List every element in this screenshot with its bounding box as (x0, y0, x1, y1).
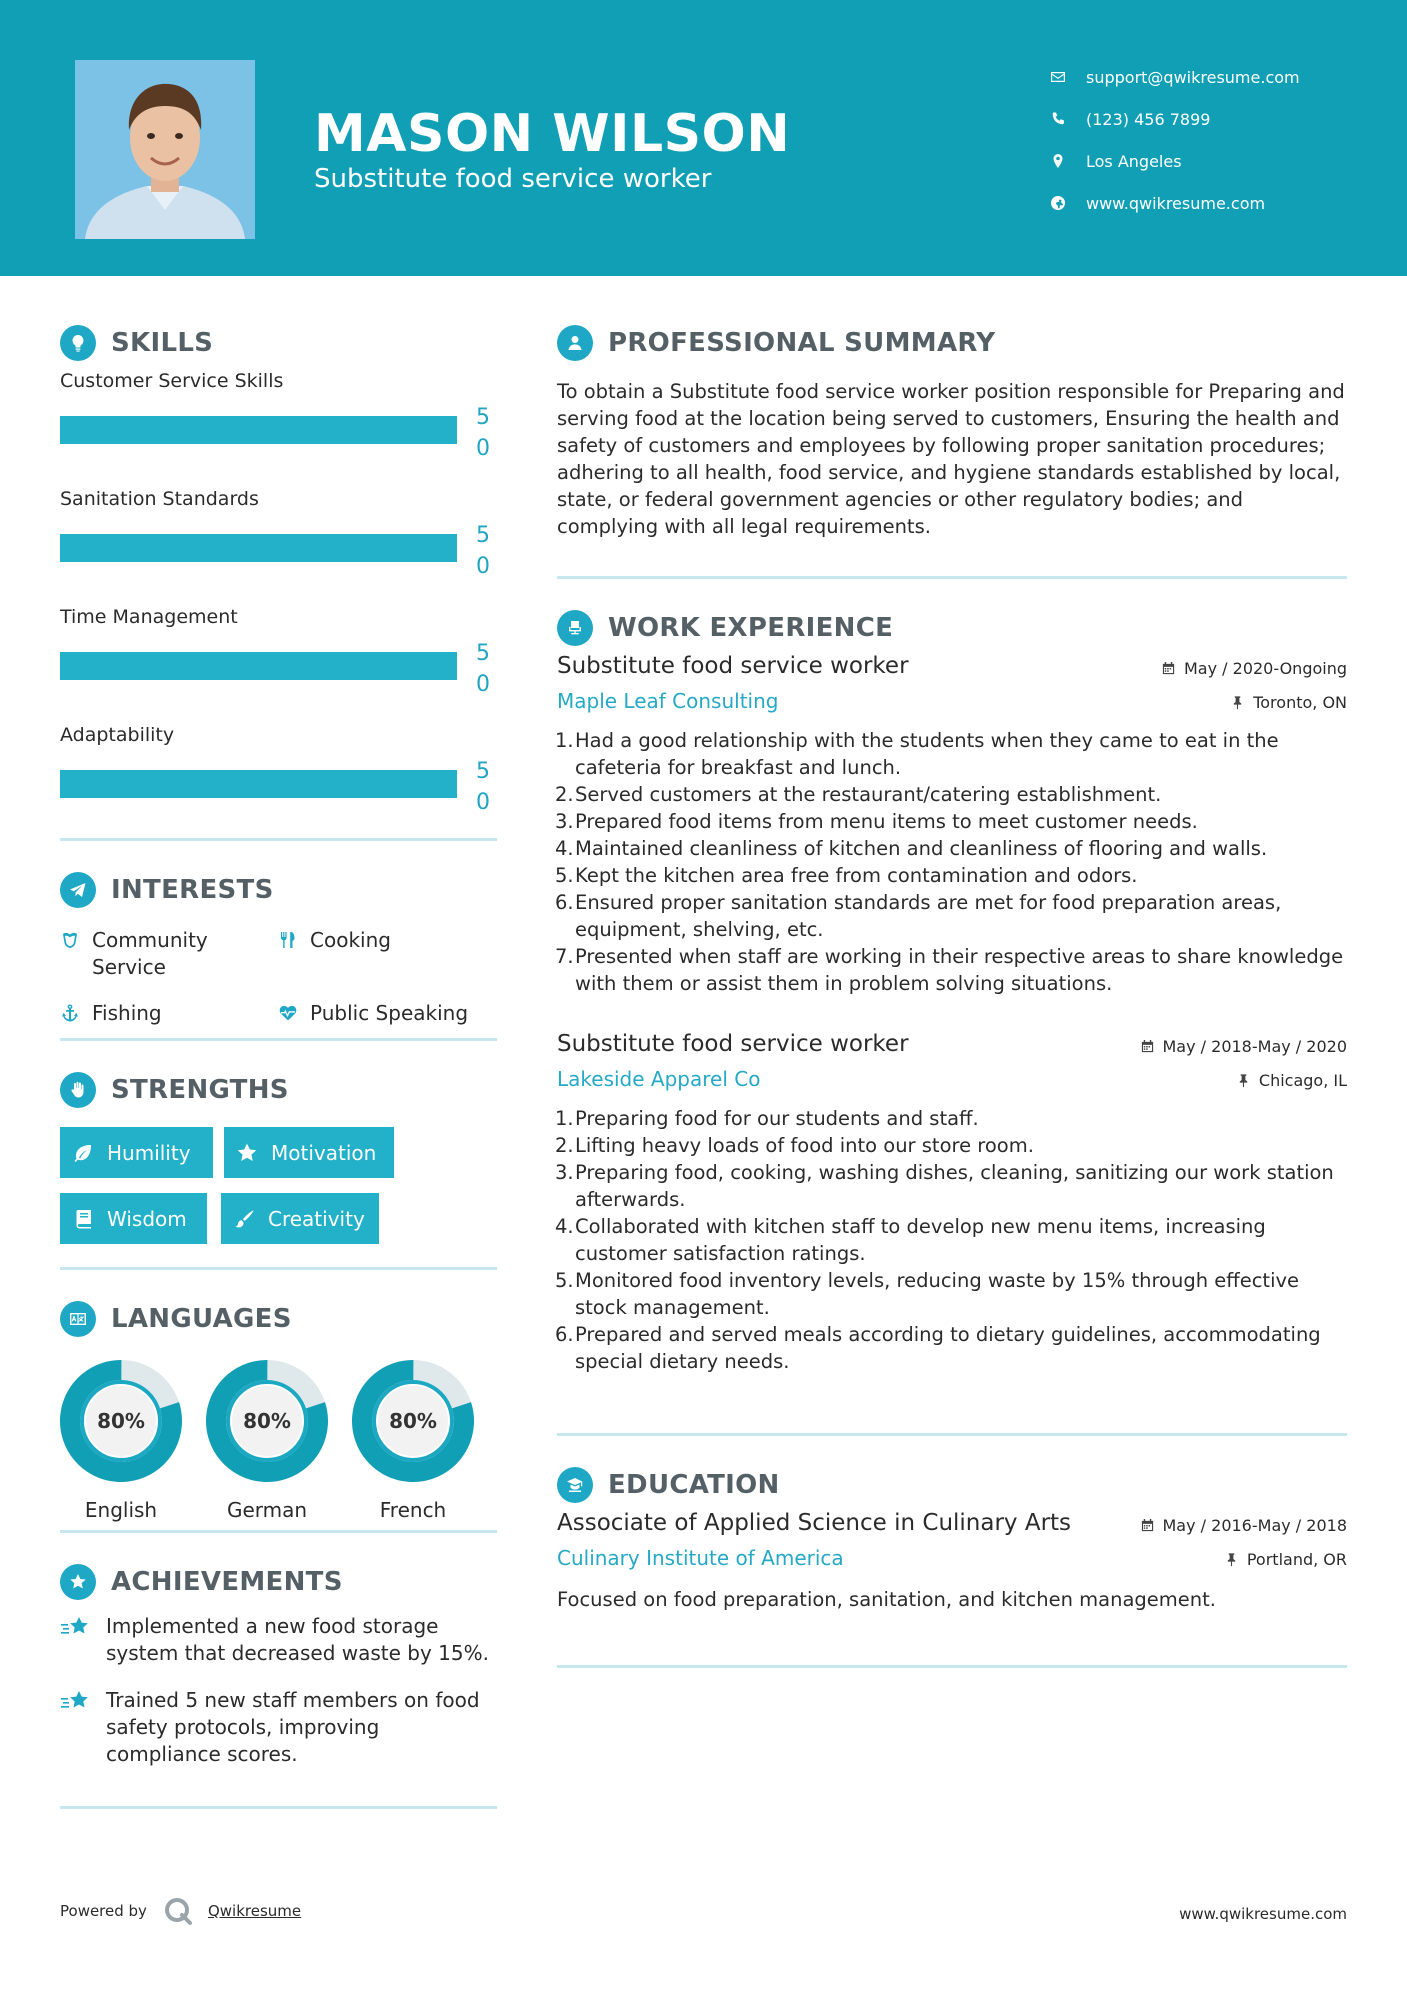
skill-item (60, 602, 497, 720)
contact-phone[interactable] (1050, 98, 1300, 140)
qwikresume-logo-icon (163, 1896, 193, 1926)
job-entry (557, 653, 1347, 997)
list-item: 4. Collaborated with kitchen staff to develop new menu items, increasing customer satisfaction ratings. (555, 1215, 1266, 1265)
job-title: Substitute food service worker (557, 653, 909, 679)
interests-heading: INTERESTS (111, 875, 274, 905)
skill-bar (60, 770, 457, 798)
language-name: German (226, 1498, 308, 1522)
strengths-list (60, 1127, 497, 1267)
list-item: 1. Had a good relationship with the students when they came to eat in the cafeteria for breakfast and lunch. (555, 729, 1279, 779)
skills-section-header (60, 324, 497, 362)
strength-chip (60, 1127, 213, 1178)
left-column (60, 324, 497, 1809)
globe-icon (1050, 195, 1086, 211)
calendar-icon (1140, 1039, 1155, 1054)
education-degree: Associate of Applied Science in Culinary Arts (557, 1510, 1072, 1536)
strength-label: Motivation (271, 1140, 377, 1165)
profile-photo (75, 60, 255, 239)
strength-label: Wisdom (107, 1206, 187, 1231)
book-icon (72, 1208, 94, 1230)
duty-text: Prepared and served meals according to dietary guidelines, accommodating special dietary needs. (575, 1323, 1321, 1373)
education-description: Focused on food preparation, sanitation, and kitchen management. (557, 1588, 1216, 1611)
education-header (557, 1510, 1347, 1546)
raised-hand-icon (60, 1072, 96, 1108)
interests-section-header (60, 871, 497, 909)
footer-website[interactable]: www.qwikresume.com (1179, 1905, 1347, 1923)
duty-text: Kept the kitchen area free from contamination and odors. (575, 864, 1138, 887)
experience-section-header (557, 609, 1347, 647)
job-date-text: May / 2020-Ongoing (1184, 659, 1347, 678)
list-item: 7. Presented when staff are working in their respective areas to share knowledge with them or assist them in problem solving situations. (555, 945, 1344, 995)
interest-label: Public Speaking (310, 1001, 469, 1025)
brush-icon (233, 1208, 255, 1230)
candidate-name: MASON WILSON (314, 104, 791, 164)
skill-item (60, 484, 497, 602)
list-item: 3. Prepared food items from menu items to meet customer needs. (555, 810, 1198, 833)
job-duties (557, 727, 1347, 997)
skill-score: 50 (476, 523, 490, 579)
contact-email[interactable] (1050, 56, 1300, 98)
strength-label: Humility (107, 1140, 191, 1165)
job-location-text: Toronto, ON (1253, 693, 1347, 712)
calendar-icon (1161, 661, 1176, 676)
language-percent: 80% (97, 1409, 145, 1433)
section-divider (60, 1530, 497, 1533)
section-divider (557, 1433, 1347, 1436)
skill-label: Time Management (60, 606, 238, 628)
duty-text: Preparing food for our students and staff. (575, 1107, 979, 1130)
candidate-title: Substitute food service worker (314, 164, 712, 194)
languages-section-header (60, 1300, 497, 1338)
section-divider (557, 1665, 1347, 1668)
skill-item (60, 720, 497, 838)
paper-plane-icon (60, 872, 96, 908)
contact-email-text: support@qwikresume.com (1086, 67, 1300, 87)
strengths-heading: STRENGTHS (111, 1075, 289, 1105)
language-donut (206, 1360, 328, 1482)
list-item: 2. Lifting heavy loads of food into our store room. (555, 1134, 1034, 1157)
achievements-heading: ACHIEVEMENTS (111, 1567, 343, 1597)
section-divider (60, 1806, 497, 1809)
language-donut (352, 1360, 474, 1482)
skill-label: Sanitation Standards (60, 488, 259, 510)
education-heading: EDUCATION (608, 1470, 780, 1500)
shooting-star-icon (60, 1689, 92, 1717)
languages-list (60, 1360, 497, 1530)
achievements-list (60, 1613, 497, 1768)
language-donut (60, 1360, 182, 1482)
duty-text: Monitored food inventory levels, reducing waste by 15% through effective stock management. (575, 1269, 1300, 1319)
star-badge-icon (60, 1564, 96, 1600)
skill-score: 50 (476, 759, 490, 815)
education-meta (557, 1546, 1347, 1584)
strengths-section-header (60, 1071, 497, 1109)
office-chair-icon (557, 610, 593, 646)
qwikresume-link[interactable]: Qwikresume (207, 1902, 302, 1920)
summary-text: To obtain a Substitute food service worker position responsible for Preparing and serving food at the location being served to customers, Ensuring the health and safety of customers and employees by following proper sanitation procedures; adhering to all health, food service, and hygiene standards established by local, state, or federal government agencies or other regulatory bodies; and complying with all legal requirements. (557, 380, 1345, 538)
job-header (557, 653, 1347, 689)
language-percent: 80% (389, 1409, 437, 1433)
shooting-star-icon (60, 1615, 92, 1643)
language-name: English (84, 1498, 158, 1522)
job-meta (557, 689, 1347, 727)
education-entry (557, 1510, 1347, 1613)
list-item: 2. Served customers at the restaurant/catering establishment. (555, 783, 1162, 806)
location-pin-icon (1050, 153, 1086, 169)
skill-label: Adaptability (60, 724, 175, 746)
achievement-text: Trained 5 new staff members on food safety protocols, improving compliance scores. (106, 1688, 480, 1766)
list-item: 4. Maintained cleanliness of kitchen and cleanliness of flooring and walls. (555, 837, 1268, 860)
contact-list (1050, 56, 1300, 224)
language-item (352, 1360, 474, 1522)
duty-text: Presented when staff are working in their respective areas to share knowledge with them or assist them in problem solving situations. (575, 945, 1344, 995)
interest-item (278, 927, 391, 954)
section-divider (60, 838, 497, 841)
education-section-header (557, 1466, 1347, 1504)
education-date (1140, 1516, 1348, 1535)
interest-item (60, 927, 208, 981)
skill-bar (60, 416, 457, 444)
profile-photo-illustration (75, 60, 255, 239)
language-icon (60, 1301, 96, 1337)
skill-bar (60, 534, 457, 562)
skill-bar-fill (60, 534, 457, 562)
summary-heading: PROFESSIONAL SUMMARY (608, 328, 996, 358)
graduate-icon (557, 1467, 593, 1503)
language-item (60, 1360, 182, 1522)
achievements-section-header (60, 1563, 497, 1601)
education-school: Culinary Institute of America (557, 1546, 844, 1570)
skill-bar-fill (60, 652, 457, 680)
duty-text: Maintained cleanliness of kitchen and cleanliness of flooring and walls. (575, 837, 1268, 860)
contact-website[interactable] (1050, 182, 1300, 224)
strength-chip (221, 1193, 379, 1244)
section-divider (60, 1038, 497, 1041)
community-icon (60, 930, 80, 950)
achievement-text: Implemented a new food storage system that decreased waste by 15%. (106, 1614, 489, 1665)
list-item: 5. Kept the kitchen area free from contamination and odors. (555, 864, 1138, 887)
job-date-text: May / 2018-May / 2020 (1162, 1037, 1347, 1056)
interests-list (60, 927, 497, 1037)
skill-score: 50 (476, 405, 490, 461)
leaf-icon (72, 1142, 94, 1164)
lightbulb-icon (60, 325, 96, 361)
skill-score: 50 (476, 641, 490, 697)
education-date-text: May / 2016-May / 2018 (1162, 1516, 1347, 1535)
education-location (1224, 1550, 1347, 1569)
user-icon (557, 325, 593, 361)
interest-label: Fishing (92, 1001, 162, 1025)
interest-label: Community Service (92, 928, 208, 979)
contact-website-text: www.qwikresume.com (1086, 193, 1266, 213)
anchor-icon (60, 1003, 80, 1023)
resume-header (0, 0, 1407, 276)
experience-heading: WORK EXPERIENCE (608, 613, 894, 643)
language-item (206, 1360, 328, 1522)
strength-chip (60, 1193, 207, 1244)
language-name: French (379, 1498, 447, 1522)
job-entry (557, 1031, 1347, 1375)
contact-phone-text: (123) 456 7899 (1086, 109, 1211, 129)
job-company: Lakeside Apparel Co (557, 1067, 761, 1091)
achievement-item (60, 1687, 497, 1768)
footer-powered-by (60, 1896, 301, 1926)
calendar-icon (1140, 1518, 1155, 1533)
pushpin-icon (1224, 1552, 1239, 1567)
job-meta (557, 1067, 1347, 1105)
duty-text: Had a good relationship with the students when they came to eat in the cafeteria for breakfast and lunch. (575, 729, 1279, 779)
star-icon (236, 1142, 258, 1164)
cooking-icon (278, 930, 298, 950)
list-item: 1. Preparing food for our students and staff. (555, 1107, 979, 1130)
job-location (1230, 693, 1347, 712)
skill-bar-fill (60, 770, 457, 798)
job-date (1140, 1037, 1348, 1056)
job-header (557, 1031, 1347, 1067)
right-column (557, 324, 1347, 1668)
email-icon (1050, 69, 1086, 85)
contact-location-text: Los Angeles (1086, 151, 1182, 171)
skill-bar-fill (60, 416, 457, 444)
duty-text: Prepared food items from menu items to meet customer needs. (575, 810, 1198, 833)
achievement-item (60, 1613, 497, 1667)
heartbeat-icon (278, 1003, 298, 1023)
list-item: 6. Ensured proper sanitation standards are met for food preparation areas, equipment, shelving, etc. (555, 891, 1282, 941)
list-item: 3. Preparing food, cooking, washing dishes, cleaning, sanitizing our work station afterwards. (555, 1161, 1334, 1211)
skill-item (60, 366, 497, 484)
duty-text: Lifting heavy loads of food into our store room. (575, 1134, 1034, 1157)
job-location (1236, 1071, 1347, 1090)
phone-icon (1050, 111, 1086, 127)
summary-section-header (557, 324, 1347, 362)
skills-list (60, 366, 497, 838)
education-location-text: Portland, OR (1246, 1550, 1347, 1569)
job-date (1161, 659, 1347, 678)
pushpin-icon (1230, 695, 1245, 710)
powered-by-label: Powered by (60, 1902, 147, 1920)
pushpin-icon (1236, 1073, 1251, 1088)
skill-label: Customer Service Skills (60, 370, 284, 392)
duty-text: Collaborated with kitchen staff to develop new menu items, increasing customer satisfaction ratings. (575, 1215, 1266, 1265)
duty-text: Preparing food, cooking, washing dishes, cleaning, sanitizing our work station afterwards. (575, 1161, 1334, 1211)
interest-item (60, 1000, 162, 1027)
languages-heading: LANGUAGES (111, 1304, 292, 1334)
section-divider (557, 576, 1347, 579)
contact-location (1050, 140, 1300, 182)
skill-bar (60, 652, 457, 680)
section-divider (60, 1267, 497, 1270)
interest-label: Cooking (310, 928, 391, 952)
skills-heading: SKILLS (111, 328, 214, 358)
job-company: Maple Leaf Consulting (557, 689, 779, 713)
strength-label: Creativity (268, 1206, 365, 1231)
strength-chip (224, 1127, 394, 1178)
list-item: 5. Monitored food inventory levels, reducing waste by 15% through effective stock management. (555, 1269, 1300, 1319)
job-location-text: Chicago, IL (1258, 1071, 1347, 1090)
language-percent: 80% (243, 1409, 291, 1433)
list-item: 6. Prepared and served meals according to dietary guidelines, accommodating special dietary needs. (555, 1323, 1321, 1373)
job-title: Substitute food service worker (557, 1031, 909, 1057)
job-duties (557, 1105, 1347, 1375)
duty-text: Served customers at the restaurant/catering establishment. (575, 783, 1162, 806)
duty-text: Ensured proper sanitation standards are met for food preparation areas, equipment, shelving, etc. (575, 891, 1282, 941)
interest-item (278, 1000, 468, 1027)
